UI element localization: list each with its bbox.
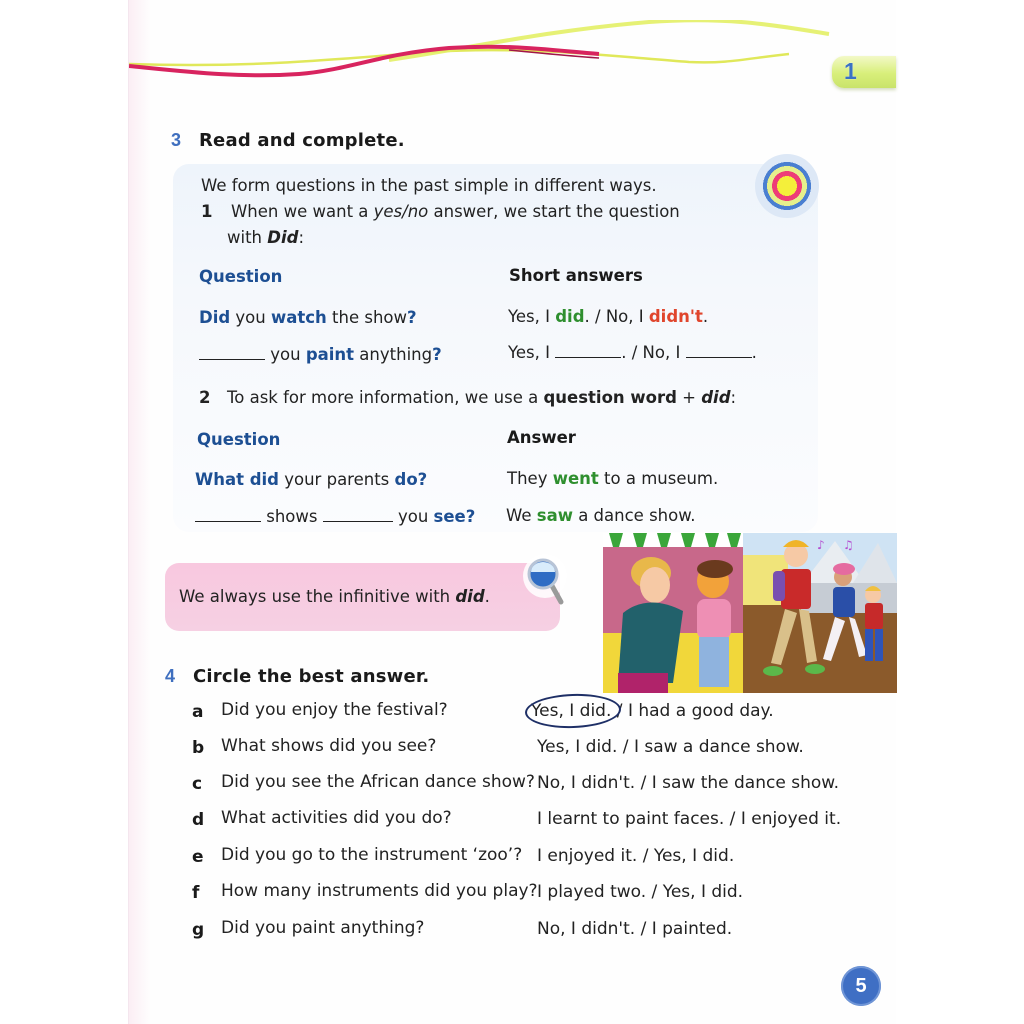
- answer-option-1[interactable]: Yes, I did.: [531, 701, 612, 721]
- rule-1-text: When we want a: [230, 202, 374, 221]
- rule-2-number: 2: [199, 388, 211, 407]
- grammar-intro: We form questions in the past simple in different ways.: [201, 176, 657, 195]
- rule-2-text: To ask for more information, we use a: [226, 388, 544, 407]
- unit-number: 1: [844, 58, 857, 84]
- rule-2-bold: question word: [543, 388, 677, 407]
- blank-field[interactable]: [555, 344, 621, 358]
- table1-row-1-answer: [508, 307, 708, 326]
- q-text: you: [392, 507, 434, 526]
- item-letter: f: [192, 883, 200, 903]
- separator: /: [646, 882, 663, 902]
- table1-question-header: Question: [199, 267, 283, 286]
- rule-2-did: did: [701, 388, 731, 407]
- item-question: What shows did you see?: [221, 736, 437, 756]
- answer-option-2[interactable]: I had a good day.: [627, 701, 774, 721]
- answer-option-1[interactable]: I played two.: [537, 882, 647, 902]
- item-question: How many instruments did you play?: [221, 881, 538, 901]
- item-letter: a: [192, 702, 204, 722]
- answer-option-1[interactable]: I enjoyed it.: [537, 846, 638, 866]
- a-verb: went: [552, 469, 599, 488]
- svg-text:♫: ♫: [843, 538, 854, 552]
- note-period: .: [484, 587, 490, 606]
- table1-row-1-question: [199, 308, 417, 327]
- rule-1-italic: yes/no: [373, 202, 429, 221]
- answer-choices: [537, 773, 839, 793]
- rule-1-did: Did: [267, 228, 299, 247]
- decorative-swoosh-icon: [129, 20, 897, 90]
- item-letter: g: [192, 920, 205, 940]
- item-letter: c: [192, 774, 203, 794]
- answer-option-2[interactable]: I saw a dance show.: [633, 737, 804, 757]
- answer-circle-mark: [524, 692, 621, 729]
- exercise-3-number: 3: [171, 130, 182, 150]
- rule-1-line-2: [227, 228, 304, 247]
- a-verb: saw: [536, 506, 573, 525]
- blank-field[interactable]: [195, 508, 261, 522]
- item-question: Did you enjoy the festival?: [221, 700, 448, 720]
- table2-row-1-question: [195, 470, 427, 489]
- q-text: your parents: [279, 470, 395, 489]
- a-text: Yes, I: [508, 343, 556, 362]
- target-icon: [755, 154, 819, 218]
- q-verb: see?: [433, 507, 476, 526]
- note-did: did: [455, 587, 485, 606]
- q-text: anything: [354, 345, 433, 364]
- separator: /: [635, 919, 652, 939]
- separator: /: [635, 773, 652, 793]
- a-text: We: [506, 506, 537, 525]
- rule-1-number: 1: [201, 202, 213, 221]
- exercise-4-number: 4: [165, 666, 176, 686]
- q-mark: ?: [432, 345, 442, 364]
- a-text: They: [507, 469, 553, 488]
- answer-option-2[interactable]: Yes, I did.: [653, 846, 735, 866]
- table2-row-2-question: [195, 507, 475, 526]
- table2-question-header: Question: [197, 430, 281, 449]
- table1-row-2-question: [199, 345, 442, 364]
- q-text: shows: [261, 507, 323, 526]
- exercise-4-title: Circle the best answer.: [193, 666, 430, 687]
- answer-choices: [537, 737, 804, 757]
- page-edge: [129, 0, 151, 1024]
- rule-1-line-1: [201, 202, 680, 221]
- q-verb: paint: [305, 345, 355, 364]
- table1-answer-header: Short answers: [509, 266, 643, 285]
- item-question: What activities did you do?: [221, 808, 452, 828]
- separator: /: [637, 846, 654, 866]
- blank-field[interactable]: [199, 346, 265, 360]
- q-did: Did: [199, 308, 231, 327]
- separator: /: [724, 809, 741, 829]
- rule-1-text-end: answer, we start the question: [428, 202, 680, 221]
- rule-2-colon: :: [730, 388, 737, 407]
- workbook-page: [128, 0, 896, 1024]
- festival-illustration: [603, 533, 897, 693]
- q-text: you: [230, 308, 271, 327]
- blank-field[interactable]: [323, 508, 393, 522]
- q-what-did: What did: [195, 470, 279, 489]
- answer-option-2[interactable]: I enjoyed it.: [740, 809, 842, 829]
- a-text: to a museum.: [598, 469, 719, 488]
- infinitive-note-text: [179, 587, 490, 606]
- a-period: .: [702, 307, 709, 326]
- q-verb: watch: [270, 308, 327, 327]
- table2-answer-header: Answer: [507, 428, 576, 447]
- table2-row-1-answer: [507, 469, 718, 488]
- a-didnt: didn't: [648, 307, 703, 326]
- answer-option-1[interactable]: No, I didn't.: [537, 773, 636, 793]
- q-text: you: [265, 345, 306, 364]
- a-did: did: [555, 307, 585, 326]
- page-number-badge: 5: [841, 966, 881, 1006]
- rule-1-with: with: [227, 228, 268, 247]
- item-question: Did you paint anything?: [221, 918, 425, 938]
- rule-2: [199, 388, 736, 407]
- item-letter: e: [192, 847, 204, 867]
- separator: /: [611, 701, 628, 721]
- exercise-3-title: Read and complete.: [199, 130, 405, 151]
- a-period: .: [751, 343, 757, 362]
- answer-option-1[interactable]: I learnt to paint faces.: [537, 809, 725, 829]
- item-question: Did you see the African dance show?: [221, 772, 535, 792]
- answer-option-2[interactable]: I saw the dance show.: [651, 773, 839, 793]
- table2-row-2-answer: [506, 506, 695, 525]
- table1-row-2-answer: [508, 343, 757, 362]
- svg-text:♪: ♪: [817, 538, 825, 552]
- item-letter: d: [192, 810, 205, 830]
- note-text: We always use the infinitive with: [179, 587, 456, 606]
- a-text: Yes, I: [508, 307, 556, 326]
- a-text: a dance show.: [572, 506, 696, 525]
- unit-tab: [832, 56, 896, 88]
- item-question: Did you go to the instrument ‘zoo’?: [221, 845, 523, 865]
- item-letter: b: [192, 738, 205, 758]
- q-mark: ?: [407, 308, 417, 327]
- rule-1-colon: :: [298, 228, 304, 247]
- separator: /: [617, 737, 634, 757]
- q-text: the show: [326, 308, 407, 327]
- answer-choices: [537, 846, 734, 866]
- answer-option-2[interactable]: I painted.: [651, 919, 733, 939]
- q-verb: do?: [394, 470, 428, 489]
- answer-option-1[interactable]: Yes, I did.: [537, 737, 618, 757]
- magnifier-icon: [521, 552, 569, 608]
- rule-2-plus: +: [676, 388, 702, 407]
- a-text: . / No, I: [621, 343, 686, 362]
- a-text: . / No, I: [584, 307, 649, 326]
- answer-choices: [537, 882, 743, 902]
- answer-choices: [537, 919, 732, 939]
- blank-field[interactable]: [686, 344, 752, 358]
- answer-choices: [537, 809, 841, 829]
- answer-option-2[interactable]: Yes, I did.: [662, 882, 744, 902]
- answer-option-1[interactable]: No, I didn't.: [537, 919, 636, 939]
